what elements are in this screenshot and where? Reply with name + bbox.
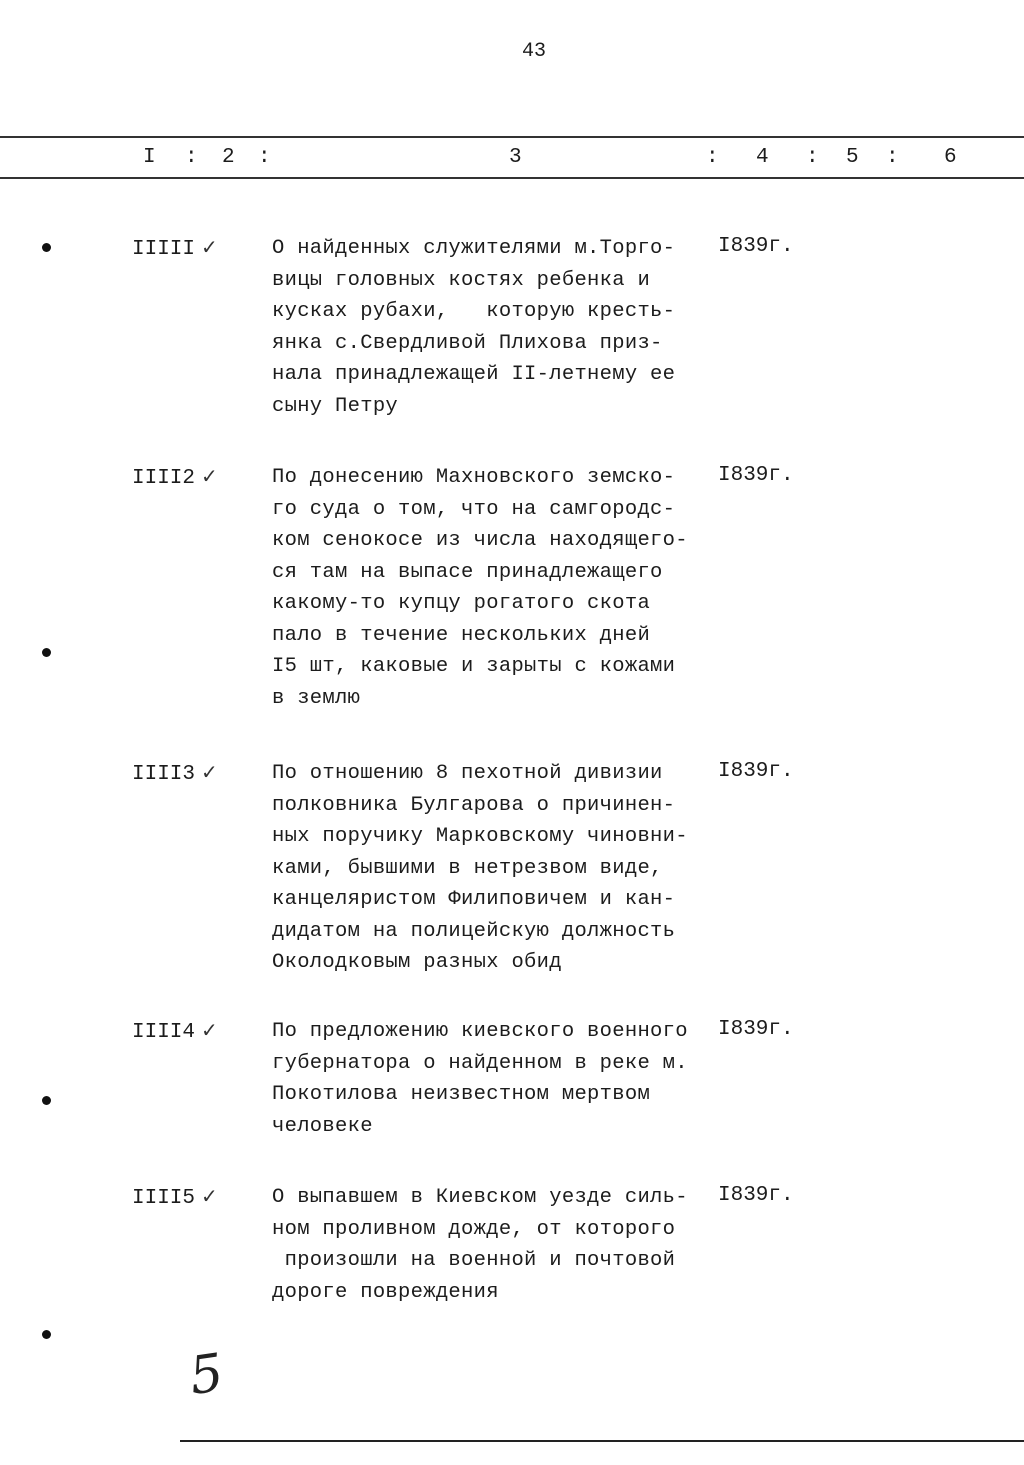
description-line: губернатора о найденном в реке м.: [272, 1051, 688, 1075]
column-separator: :: [258, 146, 271, 169]
description-line: Околодковым разных обид: [272, 951, 562, 974]
column-separator: :: [806, 146, 819, 169]
description-line: человеке: [272, 1114, 373, 1138]
column-header-5: 5: [846, 146, 859, 169]
description-line: пало в течение нескольких дней: [272, 623, 651, 647]
entry-number: [132, 760, 218, 786]
description-line: I5 шт, каковые и зарыты с кожами: [272, 655, 676, 678]
description-line: Покотилова неизвестном мертвом: [272, 1083, 651, 1106]
description-line: янка с.Свердливой Плихова приз-: [272, 331, 663, 355]
column-separator: :: [185, 146, 198, 169]
entry-number-text: IIII2: [132, 467, 196, 490]
column-header-6: 6: [944, 146, 957, 169]
entry-description: [272, 233, 712, 422]
entry-number-text: IIII5: [132, 1187, 196, 1210]
description-line: По отношению 8 пехотной дивизии: [272, 762, 663, 785]
description-line: По донесению Махновского земско-: [272, 466, 676, 489]
entry-year: I839г.: [718, 464, 794, 487]
column-separator: :: [886, 146, 899, 169]
entry-number: [132, 235, 218, 261]
description-line: ных поручику Марковскому чиновни-: [272, 825, 688, 848]
description-line: По предложению киевского военного: [272, 1020, 688, 1043]
check-mark-icon: ✓: [201, 760, 218, 784]
description-line: дороге повреждения: [272, 1280, 499, 1304]
entry-description: [272, 1182, 712, 1308]
description-line: в землю: [272, 686, 361, 710]
column-header-3: 3: [509, 146, 522, 169]
entry-number: [132, 1018, 218, 1044]
header-top-rule: [0, 136, 1024, 138]
entry-description: [272, 462, 712, 714]
page-number: 43: [522, 40, 547, 63]
check-mark-icon: ✓: [201, 1018, 218, 1042]
bottom-rule: [180, 1440, 1024, 1442]
column-header-1: I: [143, 146, 156, 169]
punch-hole: [42, 1330, 51, 1339]
punch-hole: [42, 648, 51, 657]
check-mark-icon: ✓: [201, 1184, 218, 1208]
description-line: О выпавшем в Киевском уезде силь-: [272, 1186, 688, 1209]
description-line: сыну Петру: [272, 394, 399, 418]
description-line: ком сенокосе из числа находящего-: [272, 529, 688, 552]
entry-number-text: IIII4: [132, 1021, 196, 1044]
description-line: канцеляристом Филиповичем и кан-: [272, 888, 676, 911]
check-mark-icon: ✓: [201, 235, 218, 259]
entry-number: [132, 1184, 218, 1210]
column-header-4: 4: [756, 146, 769, 169]
entry-description: [272, 758, 712, 979]
check-mark-icon: ✓: [201, 464, 218, 488]
description-line: ся там на выпасе принадлежащего: [272, 560, 663, 584]
entry-number-text: IIII3: [132, 763, 196, 786]
description-line: ном проливном дожде, от которого: [272, 1217, 676, 1241]
entry-year: I839г.: [718, 1018, 794, 1041]
punch-hole: [42, 1096, 51, 1105]
column-header-2: 2: [222, 146, 235, 169]
handwritten-note: 5: [185, 1342, 228, 1408]
entry-year: I839г.: [718, 235, 794, 258]
entry-number-text: IIIII: [132, 238, 196, 261]
description-line: вицы головных костях ребенка и: [272, 268, 651, 292]
description-line: ками, бывшими в нетрезвом виде,: [272, 856, 663, 880]
description-line: произошли на военной и почтовой: [272, 1249, 676, 1272]
entry-year: I839г.: [718, 1184, 794, 1207]
description-line: какому-то купцу рогатого скота: [272, 592, 651, 615]
description-line: кусках рубахи, которую кресть-: [272, 300, 676, 323]
entry-description: [272, 1016, 712, 1142]
punch-hole: [42, 243, 51, 252]
description-line: го суда о том, что на самгородс-: [272, 497, 676, 521]
description-line: полковника Булгарова о причинен-: [272, 793, 676, 817]
entry-number: [132, 464, 218, 490]
description-line: нала принадлежащей II-летнему ее: [272, 363, 676, 386]
description-line: дидатом на полицейскую должность: [272, 919, 676, 943]
description-line: О найденных служителями м.Торго-: [272, 237, 676, 260]
entry-year: I839г.: [718, 760, 794, 783]
header-bottom-rule: [0, 177, 1024, 179]
column-separator: :: [706, 146, 719, 169]
